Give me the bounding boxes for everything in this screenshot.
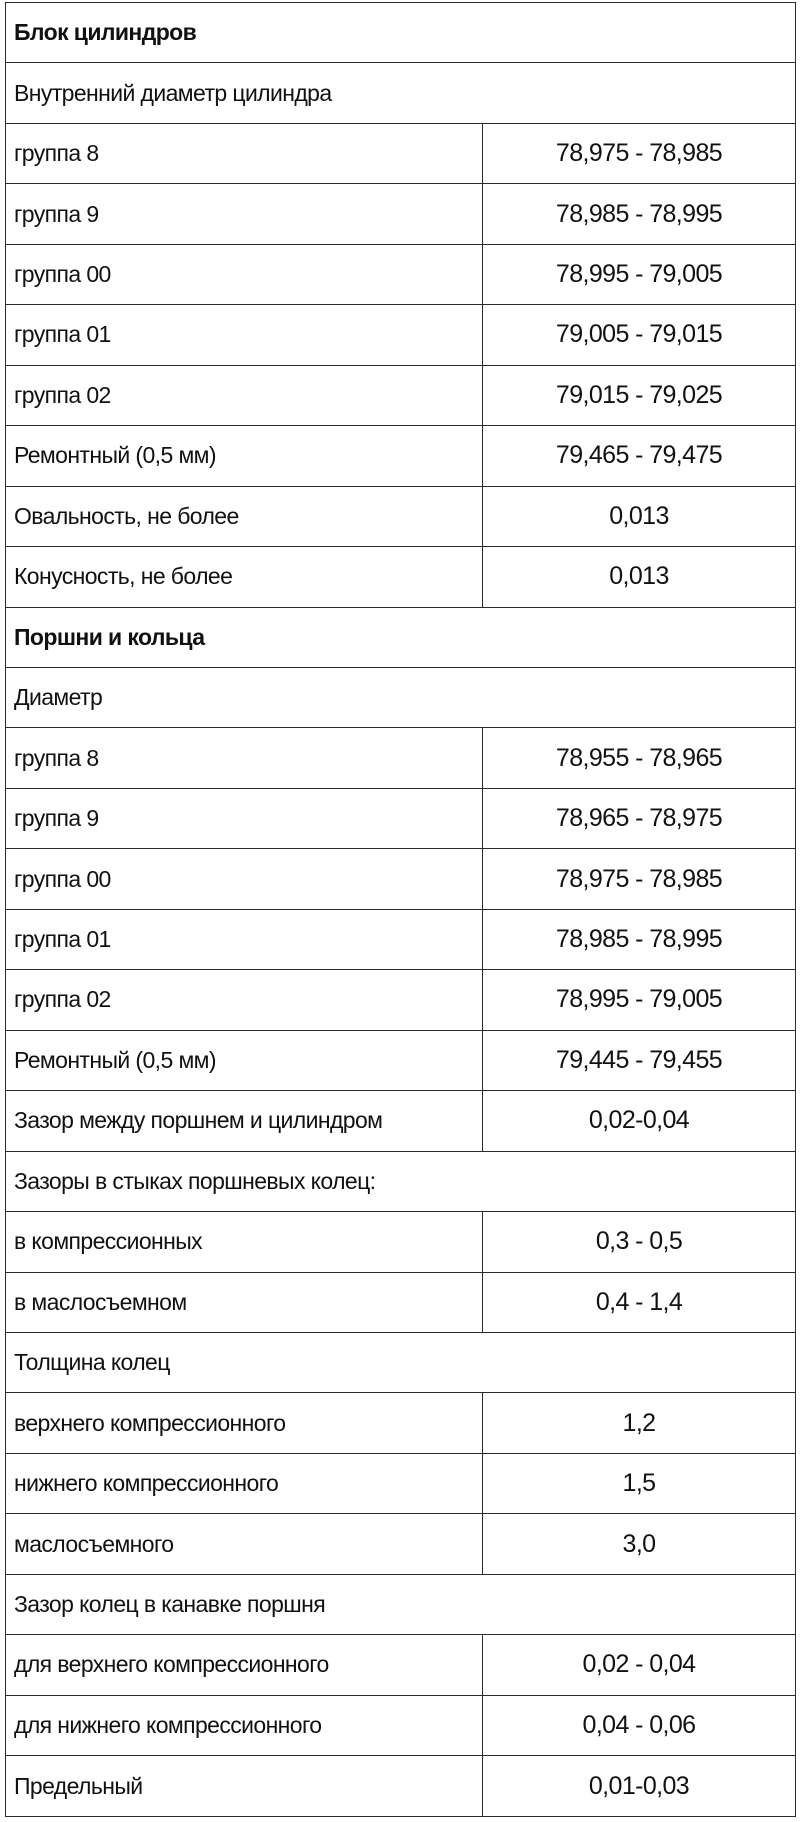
parameter-value: 78,955 - 78,965 xyxy=(483,728,796,788)
parameter-value: 79,005 - 79,015 xyxy=(483,305,796,365)
table-row xyxy=(6,788,796,848)
table-row xyxy=(6,1635,796,1695)
parameter-value: 0,013 xyxy=(483,547,796,607)
table-row xyxy=(6,486,796,546)
parameter-value: 78,995 - 79,005 xyxy=(483,244,796,304)
parameter-value: 0,3 - 0,5 xyxy=(483,1212,796,1272)
group-heading-row xyxy=(6,667,796,727)
parameter-label: группа 8 xyxy=(6,123,483,183)
section-title-row xyxy=(6,607,796,667)
group-heading-row xyxy=(6,1574,796,1634)
parameter-label: Ремонтный (0,5 мм) xyxy=(6,426,483,486)
parameter-label: группа 01 xyxy=(6,305,483,365)
table-row xyxy=(6,1212,796,1272)
parameter-label: в компрессионных xyxy=(6,1212,483,1272)
table-row xyxy=(6,1272,796,1332)
group-heading: Толщина колец xyxy=(6,1332,796,1392)
parameter-label: группа 02 xyxy=(6,365,483,425)
group-heading: Зазоры в стыках поршневых колец: xyxy=(6,1151,796,1211)
group-heading: Внутренний диаметр цилиндра xyxy=(6,63,796,123)
parameter-value: 0,01-0,03 xyxy=(483,1756,796,1817)
parameter-label: группа 8 xyxy=(6,728,483,788)
table-row xyxy=(6,305,796,365)
group-heading: Диаметр xyxy=(6,667,796,727)
group-heading-row xyxy=(6,1151,796,1211)
parameter-value: 79,445 - 79,455 xyxy=(483,1030,796,1090)
group-heading-row xyxy=(6,1332,796,1392)
table-row xyxy=(6,728,796,788)
specifications-table-body xyxy=(6,3,796,1817)
parameter-value: 78,985 - 78,995 xyxy=(483,909,796,969)
parameter-value: 78,985 - 78,995 xyxy=(483,184,796,244)
table-row xyxy=(6,1695,796,1755)
table-row xyxy=(6,1030,796,1090)
table-row xyxy=(6,244,796,304)
group-heading: Зазор колец в канавке поршня xyxy=(6,1574,796,1634)
parameter-value: 0,4 - 1,4 xyxy=(483,1272,796,1332)
parameter-value: 1,5 xyxy=(483,1453,796,1513)
parameter-label: группа 02 xyxy=(6,970,483,1030)
parameter-label: маслосъемного xyxy=(6,1514,483,1574)
parameter-value: 78,975 - 78,985 xyxy=(483,849,796,909)
parameter-label: группа 9 xyxy=(6,788,483,848)
parameter-label: Зазор между поршнем и цилиндром xyxy=(6,1091,483,1151)
specifications-table xyxy=(5,2,796,1817)
parameter-label: группа 00 xyxy=(6,849,483,909)
parameter-value: 0,013 xyxy=(483,486,796,546)
group-heading-row xyxy=(6,63,796,123)
parameter-value: 78,965 - 78,975 xyxy=(483,788,796,848)
table-row xyxy=(6,909,796,969)
parameter-value: 0,04 - 0,06 xyxy=(483,1695,796,1755)
parameter-label: группа 00 xyxy=(6,244,483,304)
table-row xyxy=(6,123,796,183)
parameter-value: 3,0 xyxy=(483,1514,796,1574)
parameter-label: группа 01 xyxy=(6,909,483,969)
table-row xyxy=(6,1393,796,1453)
table-row xyxy=(6,970,796,1030)
table-row xyxy=(6,184,796,244)
parameter-value: 0,02 - 0,04 xyxy=(483,1635,796,1695)
parameter-label: группа 9 xyxy=(6,184,483,244)
parameter-value: 78,975 - 78,985 xyxy=(483,123,796,183)
parameter-label: в маслосъемном xyxy=(6,1272,483,1332)
parameter-value: 1,2 xyxy=(483,1393,796,1453)
section-title: Блок цилиндров xyxy=(6,3,796,63)
parameter-label: Предельный xyxy=(6,1756,483,1817)
parameter-value: 78,995 - 79,005 xyxy=(483,970,796,1030)
section-title-row xyxy=(6,3,796,63)
parameter-value: 0,02-0,04 xyxy=(483,1091,796,1151)
table-row xyxy=(6,1514,796,1574)
parameter-label: для верхнего компрессионного xyxy=(6,1635,483,1695)
table-row xyxy=(6,1756,796,1817)
parameter-label: Овальность, не более xyxy=(6,486,483,546)
table-row xyxy=(6,849,796,909)
table-row xyxy=(6,1091,796,1151)
parameter-label: нижнего компрессионного xyxy=(6,1453,483,1513)
parameter-value: 79,465 - 79,475 xyxy=(483,426,796,486)
table-row xyxy=(6,547,796,607)
parameter-label: для нижнего компрессионного xyxy=(6,1695,483,1755)
parameter-label: Ремонтный (0,5 мм) xyxy=(6,1030,483,1090)
parameter-value: 79,015 - 79,025 xyxy=(483,365,796,425)
section-title: Поршни и кольца xyxy=(6,607,796,667)
table-row xyxy=(6,426,796,486)
parameter-label: Конусность, не более xyxy=(6,547,483,607)
table-row xyxy=(6,365,796,425)
table-row xyxy=(6,1453,796,1513)
parameter-label: верхнего компрессионного xyxy=(6,1393,483,1453)
